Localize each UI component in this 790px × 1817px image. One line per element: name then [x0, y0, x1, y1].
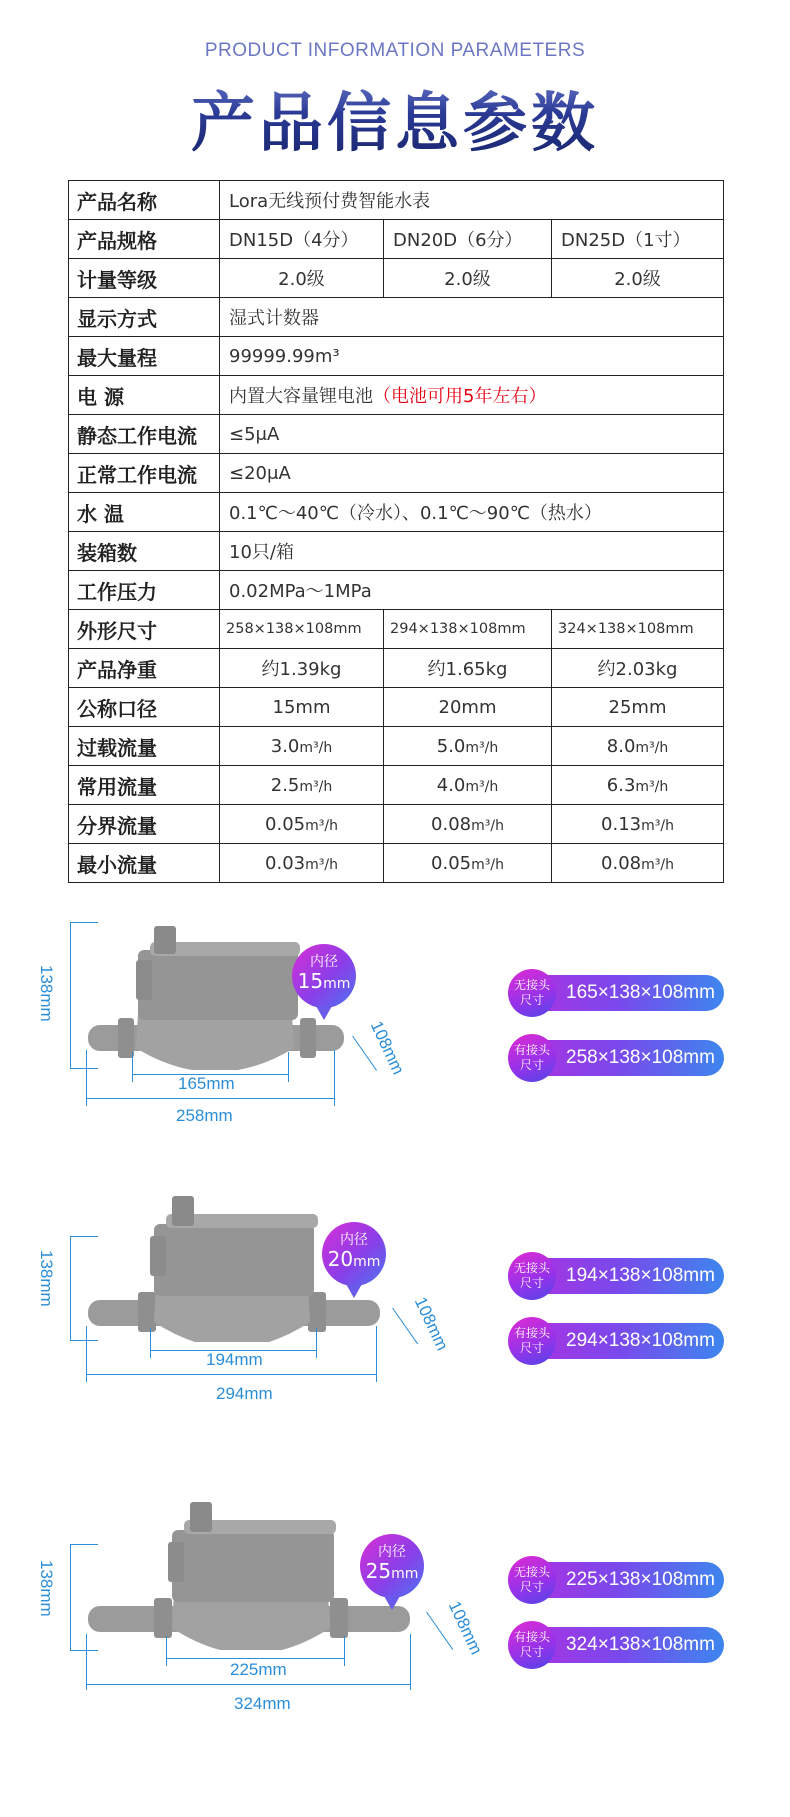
row-cell: 2.0级	[220, 259, 384, 298]
row-label: 装箱数	[69, 532, 220, 571]
depth-dimension-label: 108mm	[444, 1598, 486, 1658]
row-cell: 约1.65kg	[384, 649, 552, 688]
row-label: 计量等级	[69, 259, 220, 298]
table-row	[69, 298, 724, 337]
row-label: 分界流量	[69, 805, 220, 844]
inner-diameter-badge	[322, 1222, 386, 1286]
table-row	[69, 454, 724, 493]
row-label: 常用流量	[69, 766, 220, 805]
badge-value: 20	[327, 1247, 354, 1271]
badge-label: 内径	[340, 1232, 368, 1248]
size-pill-no-joint	[512, 975, 724, 1011]
row-value: ≤20μA	[220, 454, 724, 493]
table-row	[69, 415, 724, 454]
row-label: 电 源	[69, 376, 220, 415]
size-pill-no-joint	[512, 1258, 724, 1294]
inner-length-label: 165mm	[178, 1074, 235, 1093]
flow-value: 0.03	[265, 852, 306, 874]
height-dimension-line	[70, 922, 71, 1068]
dimension-tick	[70, 1236, 98, 1237]
pill-value: 324×138×108mm	[566, 1634, 715, 1655]
dimension-tick	[410, 1634, 411, 1690]
spec-table	[68, 180, 724, 883]
row-cell: 324×138×108mm	[552, 610, 724, 649]
table-row	[69, 727, 724, 766]
pill-label: 无接头 尺寸	[508, 1252, 556, 1300]
size-pill-no-joint	[512, 1562, 724, 1598]
dimension-tick	[70, 1340, 98, 1341]
badge-value: 15	[297, 969, 324, 993]
flow-value: 3.0	[270, 735, 300, 757]
height-dimension-label: 138mm	[37, 1250, 56, 1307]
row-cell: 15mm	[220, 688, 384, 727]
pill-value: 165×138×108mm	[566, 982, 715, 1003]
row-cell: DN20D（6分）	[384, 220, 552, 259]
pill-label: 无接头 尺寸	[508, 969, 556, 1017]
flow-unit: m³/h	[305, 856, 338, 873]
flow-value: 0.08	[431, 813, 472, 835]
flow-unit: m³/h	[635, 739, 669, 756]
row-cell	[220, 844, 384, 883]
row-cell	[552, 805, 724, 844]
row-cell: 约1.39kg	[220, 649, 384, 688]
flow-value: 6.3	[606, 774, 636, 796]
outer-length-label: 294mm	[216, 1384, 273, 1403]
outer-length-line	[86, 1098, 334, 1099]
size-pill-with-joint	[512, 1323, 724, 1359]
row-cell	[552, 844, 724, 883]
badge-value: 25	[365, 1559, 392, 1583]
flow-unit: m³/h	[471, 856, 504, 873]
flow-value: 2.5	[270, 774, 300, 796]
row-value: ≤5μA	[220, 415, 724, 454]
row-value: 10只/箱	[220, 532, 724, 571]
pill-label: 有接头 尺寸	[508, 1621, 556, 1669]
badge-label: 内径	[378, 1544, 406, 1560]
flow-unit: m³/h	[299, 778, 333, 795]
dimension-tick	[288, 1052, 289, 1082]
flow-unit: m³/h	[641, 817, 674, 834]
flow-unit: m³/h	[641, 856, 674, 873]
flow-unit: m³/h	[299, 739, 333, 756]
row-cell: DN25D（1寸）	[552, 220, 724, 259]
row-label: 外形尺寸	[69, 610, 220, 649]
row-cell	[220, 766, 384, 805]
row-value	[220, 376, 724, 415]
row-cell	[552, 766, 724, 805]
flow-value: 0.13	[601, 813, 642, 835]
inner-length-label: 225mm	[230, 1660, 287, 1679]
table-row	[69, 181, 724, 220]
row-cell: 25mm	[552, 688, 724, 727]
row-cell: DN15D（4分）	[220, 220, 384, 259]
table-row	[69, 571, 724, 610]
dimension-tick	[70, 922, 98, 923]
row-cell	[220, 805, 384, 844]
flow-unit: m³/h	[305, 817, 338, 834]
outer-length-line	[86, 1374, 376, 1375]
dimension-tick	[150, 1328, 151, 1358]
dimension-tick	[70, 1068, 98, 1069]
dimension-tick	[132, 1052, 133, 1082]
inner-diameter-badge	[292, 944, 356, 1008]
pill-value: 258×138×108mm	[566, 1047, 715, 1068]
badge-label: 内径	[310, 954, 338, 970]
flow-value: 8.0	[606, 735, 636, 757]
pill-value: 294×138×108mm	[566, 1330, 715, 1351]
row-label: 静态工作电流	[69, 415, 220, 454]
row-label: 最小流量	[69, 844, 220, 883]
height-dimension-label: 138mm	[37, 1560, 56, 1617]
inner-diameter-badge	[360, 1534, 424, 1598]
size-pill-with-joint	[512, 1627, 724, 1663]
table-row	[69, 649, 724, 688]
height-dimension-line	[70, 1544, 71, 1650]
table-row	[69, 259, 724, 298]
row-value: 99999.99m³	[220, 337, 724, 376]
row-cell	[220, 727, 384, 766]
height-dimension-line	[70, 1236, 71, 1340]
flow-value: 4.0	[436, 774, 466, 796]
outer-length-line	[86, 1684, 410, 1685]
dimension-tick	[166, 1636, 167, 1666]
depth-dimension-label: 108mm	[366, 1018, 408, 1078]
table-row	[69, 805, 724, 844]
row-label: 显示方式	[69, 298, 220, 337]
height-dimension-label: 138mm	[37, 965, 56, 1022]
table-row	[69, 844, 724, 883]
row-label: 产品净重	[69, 649, 220, 688]
size-pill-with-joint	[512, 1040, 724, 1076]
dimension-tick	[70, 1650, 98, 1651]
page-title: 产品信息参数	[0, 72, 790, 164]
battery-note: （电池可用5年左右）	[373, 386, 547, 407]
outer-length-label: 258mm	[176, 1106, 233, 1125]
table-row	[69, 493, 724, 532]
row-label: 公称口径	[69, 688, 220, 727]
depth-dimension-label: 108mm	[410, 1294, 452, 1354]
dimension-tick	[70, 1544, 98, 1545]
outer-length-label: 324mm	[234, 1694, 291, 1713]
inner-length-label: 194mm	[206, 1350, 263, 1369]
flow-unit: m³/h	[465, 739, 499, 756]
flow-value: 5.0	[436, 735, 466, 757]
row-cell	[384, 727, 552, 766]
row-value: Lora无线预付费智能水表	[220, 181, 724, 220]
table-row	[69, 337, 724, 376]
row-value: 0.02MPa～1MPa	[220, 571, 724, 610]
pill-value: 194×138×108mm	[566, 1265, 715, 1286]
row-cell	[384, 766, 552, 805]
row-label: 工作压力	[69, 571, 220, 610]
dimension-tick	[86, 1634, 87, 1690]
row-cell	[552, 727, 724, 766]
row-cell: 258×138×108mm	[220, 610, 384, 649]
badge-unit: mm	[353, 1254, 381, 1270]
inner-length-line	[166, 1658, 344, 1659]
battery-text: 内置大容量锂电池	[229, 386, 373, 407]
dimension-tick	[334, 1050, 335, 1106]
dimension-tick	[376, 1326, 377, 1382]
table-row	[69, 220, 724, 259]
row-value: 湿式计数器	[220, 298, 724, 337]
flow-unit: m³/h	[471, 817, 504, 834]
row-label: 产品名称	[69, 181, 220, 220]
dimension-tick	[316, 1328, 317, 1358]
row-value: 0.1℃～40℃（冷水）、0.1℃～90℃（热水）	[220, 493, 724, 532]
row-cell	[384, 844, 552, 883]
row-label: 产品规格	[69, 220, 220, 259]
dimension-tick	[344, 1636, 345, 1666]
row-label: 正常工作电流	[69, 454, 220, 493]
row-label: 最大量程	[69, 337, 220, 376]
row-cell	[384, 805, 552, 844]
table-row	[69, 688, 724, 727]
row-label: 水 温	[69, 493, 220, 532]
flow-unit: m³/h	[465, 778, 499, 795]
row-cell: 20mm	[384, 688, 552, 727]
pill-label: 有接头 尺寸	[508, 1034, 556, 1082]
badge-unit: mm	[323, 976, 351, 992]
row-cell: 约2.03kg	[552, 649, 724, 688]
row-cell: 2.0级	[384, 259, 552, 298]
table-row	[69, 532, 724, 571]
pill-value: 225×138×108mm	[566, 1569, 715, 1590]
row-label: 过载流量	[69, 727, 220, 766]
table-row	[69, 376, 724, 415]
row-cell: 2.0级	[552, 259, 724, 298]
pill-label: 无接头 尺寸	[508, 1556, 556, 1604]
flow-value: 0.08	[601, 852, 642, 874]
flow-value: 0.05	[431, 852, 472, 874]
page-subtitle: PRODUCT INFORMATION PARAMETERS	[204, 40, 586, 61]
pill-label: 有接头 尺寸	[508, 1317, 556, 1365]
flow-unit: m³/h	[635, 778, 669, 795]
row-cell: 294×138×108mm	[384, 610, 552, 649]
badge-unit: mm	[391, 1566, 419, 1582]
flow-value: 0.05	[265, 813, 306, 835]
table-row	[69, 766, 724, 805]
table-row	[69, 610, 724, 649]
